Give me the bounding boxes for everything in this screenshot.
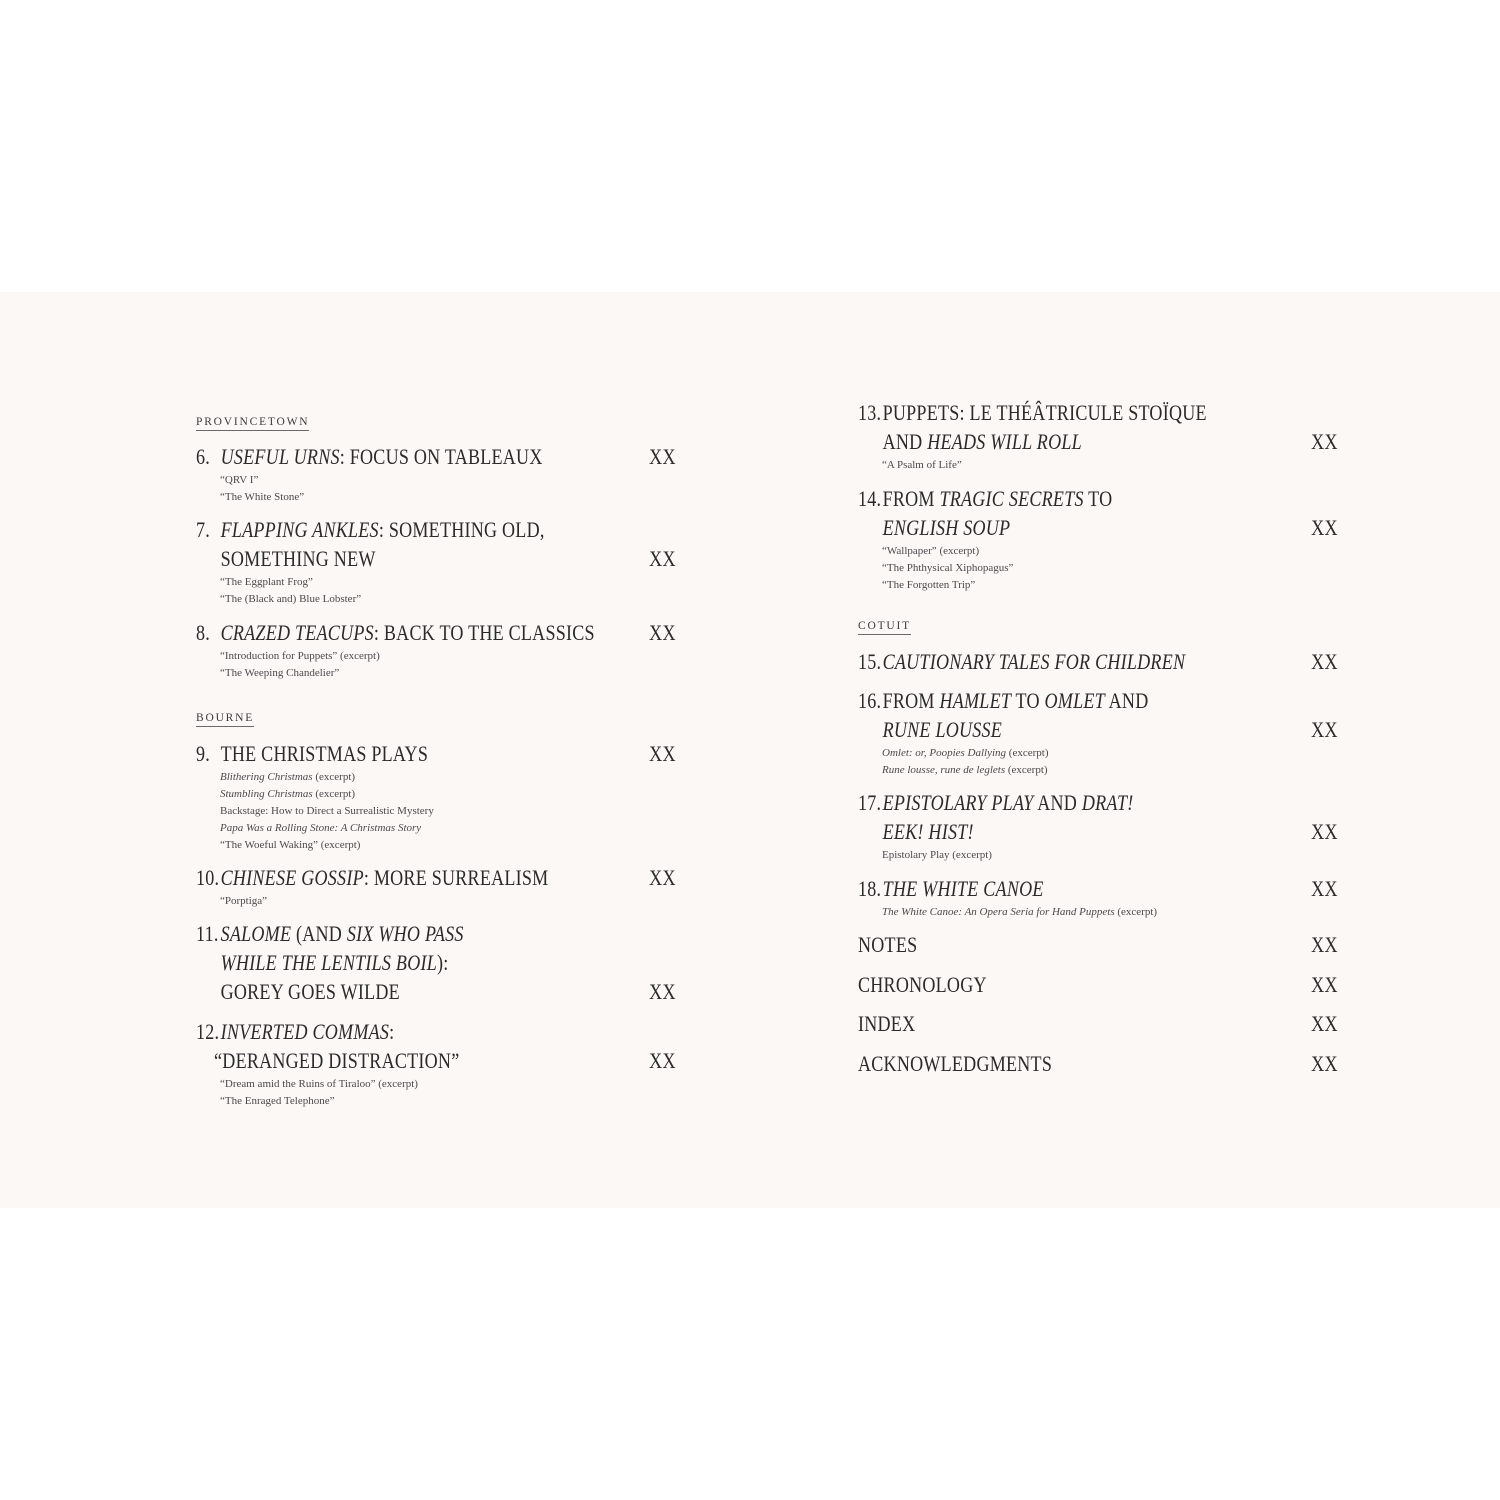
sub-item: The White Canoe: An Opera Seria for Hand Puppets (excerpt) — [882, 906, 1158, 918]
sub-item: Blithering Christmas (excerpt) — [220, 771, 356, 783]
entry-title-italic: OMLET — [1044, 688, 1105, 713]
page-number: XX — [1311, 932, 1338, 957]
entry-title-line — [858, 398, 1338, 427]
toc-entry-9[interactable] — [196, 739, 676, 854]
toc-entry-7[interactable] — [196, 515, 676, 608]
entry-title-line — [858, 715, 1338, 744]
entry-number: 13. — [858, 400, 882, 425]
entry-title-line — [196, 1017, 676, 1046]
entry-title-line — [196, 618, 676, 647]
entry-title-text: FROM — [882, 486, 940, 511]
entry-title-line — [196, 544, 676, 573]
sub-item: “The Forgotten Trip” — [882, 579, 976, 591]
toc-chronology[interactable] — [858, 970, 1338, 999]
entry-title-italic: TRAGIC SECRETS — [939, 486, 1084, 511]
entry-title-text: THE CHRISTMAS PLAYS — [220, 741, 429, 766]
entry-title-italic: THE WHITE CANOE — [882, 876, 1044, 901]
entry-number: 9. — [196, 741, 211, 766]
page-number: XX — [1311, 515, 1338, 540]
toc-entry-14[interactable] — [858, 484, 1338, 594]
entry-number: 18. — [858, 876, 882, 901]
entry-title-italic: HEADS WILL ROLL — [927, 429, 1082, 454]
entry-title-italic: SALOME — [220, 921, 292, 946]
book-spread — [0, 292, 1500, 1208]
entry-title-italic: CRAZED TEACUPS — [220, 620, 374, 645]
entry-title-text: FROM — [882, 688, 940, 713]
section-label-provincetown: PROVINCETOWN — [196, 415, 309, 431]
entry-title-italic: DRAT! — [1081, 790, 1134, 815]
entry-number: 16. — [858, 688, 882, 713]
sub-item: “Wallpaper” (excerpt) — [882, 545, 980, 557]
entry-title-italic: INVERTED COMMAS — [220, 1019, 390, 1044]
entry-title-line — [196, 442, 676, 471]
toc-entry-6[interactable] — [196, 442, 676, 506]
page-number: XX — [1311, 972, 1338, 997]
entry-number: 6. — [196, 444, 211, 469]
sub-item: “The Weeping Chandelier” — [220, 667, 340, 679]
entry-title-line — [196, 919, 676, 948]
entry-title-text: GOREY GOES WILDE — [220, 979, 400, 1004]
page-number: XX — [1311, 429, 1338, 454]
toc-acknowledgments[interactable] — [858, 1049, 1338, 1078]
entry-title-line — [196, 739, 676, 768]
entry-title-line — [196, 515, 676, 544]
back-matter-label: ACKNOWLEDGMENTS — [858, 1051, 1053, 1076]
entry-title-text: : FOCUS ON TABLEAUX — [339, 444, 543, 469]
entry-title-text: “DERANGED DISTRACTION” — [214, 1048, 460, 1073]
entry-title-text: (AND — [291, 921, 347, 946]
entry-title-line — [858, 874, 1338, 903]
back-matter-label: INDEX — [858, 1011, 916, 1036]
section-label-cotuit: COTUIT — [858, 619, 911, 635]
entry-title-italic: ENGLISH SOUP — [882, 515, 1011, 540]
sub-item: “The White Stone” — [220, 491, 305, 503]
page-number: XX — [649, 1048, 676, 1073]
toc-entry-11[interactable] — [196, 919, 676, 1006]
entry-title-italic: EPISTOLARY PLAY — [882, 790, 1034, 815]
page-number: XX — [649, 979, 676, 1004]
toc-index[interactable] — [858, 1009, 1338, 1038]
page-number: XX — [1311, 717, 1338, 742]
entry-title-text: : SOMETHING OLD, — [378, 517, 545, 542]
page-number: XX — [649, 444, 676, 469]
page-number: XX — [1311, 649, 1338, 674]
toc-entry-16[interactable] — [858, 686, 1338, 779]
sub-item: “Dream amid the Ruins of Tiraloo” (excerpt) — [220, 1078, 418, 1090]
entry-title-italic: CHINESE GOSSIP — [220, 865, 364, 890]
toc-entry-8[interactable] — [196, 618, 676, 682]
entry-title-italic: WHILE THE LENTILS BOIL — [220, 950, 438, 975]
page-number: XX — [1311, 1011, 1338, 1036]
sub-item: “The Woeful Waking” (excerpt) — [220, 839, 361, 851]
entry-title-italic: EEK! HIST! — [882, 819, 974, 844]
entry-title-line — [858, 817, 1338, 846]
sub-item: Papa Was a Rolling Stone: A Christmas Story — [220, 822, 422, 834]
entry-title-line — [858, 788, 1338, 817]
page-number: XX — [649, 865, 676, 890]
sub-item: Backstage: How to Direct a Surrealistic Mystery — [220, 805, 434, 817]
page-number: XX — [1311, 876, 1338, 901]
page-number: XX — [649, 620, 676, 645]
entry-title-line — [196, 977, 676, 1006]
page-number: XX — [1311, 1051, 1338, 1076]
toc-entry-12[interactable] — [196, 1017, 676, 1110]
entry-title-line — [196, 863, 676, 892]
entry-title-italic: USEFUL URNS — [220, 444, 340, 469]
entry-title-line — [196, 948, 676, 977]
entry-number: 14. — [858, 486, 882, 511]
sub-item: “QRV I” — [220, 474, 259, 486]
sub-item: “A Psalm of Life” — [882, 459, 962, 471]
page-number: XX — [649, 546, 676, 571]
toc-entry-18[interactable] — [858, 874, 1338, 921]
entry-title-italic: SIX WHO PASS — [346, 921, 464, 946]
sub-item: Omlet: or, Poopies Dallying (excerpt) — [882, 747, 1049, 759]
page-number: XX — [649, 741, 676, 766]
entry-title-line — [196, 1046, 676, 1075]
toc-entry-13[interactable] — [858, 398, 1338, 474]
entry-title-italic: HAMLET — [939, 688, 1012, 713]
toc-entry-17[interactable] — [858, 788, 1338, 864]
entry-title-text: AND — [1104, 688, 1149, 713]
sub-item: “Porptiga” — [220, 895, 268, 907]
entry-title-italic: RUNE LOUSSE — [882, 717, 1003, 742]
entry-title-text: ): — [437, 950, 449, 975]
entry-number: 8. — [196, 620, 211, 645]
section-label-bourne: BOURNE — [196, 711, 254, 727]
entry-title-text: : — [389, 1019, 395, 1044]
sub-item: Stumbling Christmas (excerpt) — [220, 788, 356, 800]
entry-title-text: TO — [1011, 688, 1045, 713]
entry-number: 15. — [858, 649, 882, 674]
sub-item: “The Eggplant Frog” — [220, 576, 313, 588]
sub-item: “The Phthysical Xiphopagus” — [882, 562, 1014, 574]
entry-title-italic: CAUTIONARY TALES FOR CHILDREN — [882, 649, 1186, 674]
toc-entry-15[interactable] — [858, 647, 1338, 676]
entry-number: 11. — [196, 921, 219, 946]
entry-number: 10. — [196, 865, 220, 890]
entry-title-line — [858, 686, 1338, 715]
entry-title-text: AND — [882, 429, 928, 454]
entry-title-line — [858, 513, 1338, 542]
sub-item: Epistolary Play (excerpt) — [882, 849, 992, 861]
entry-title-line — [858, 427, 1338, 456]
entry-title-text: AND — [1033, 790, 1082, 815]
entry-title-text: PUPPETS: LE THÉÂTRICULE STOÏQUE — [882, 400, 1207, 425]
entry-title-text: : MORE SURREALISM — [363, 865, 549, 890]
entry-number: 7. — [196, 517, 211, 542]
sub-item: “The Enraged Telephone” — [220, 1095, 335, 1107]
entry-title-text: : BACK TO THE CLASSICS — [373, 620, 595, 645]
entry-title-line — [858, 484, 1338, 513]
back-matter-label: NOTES — [858, 932, 918, 957]
entry-title-italic: FLAPPING ANKLES — [220, 517, 379, 542]
sub-item: Rune lousse, rune de leglets (excerpt) — [882, 764, 1048, 776]
sub-item: “The (Black and) Blue Lobster” — [220, 593, 362, 605]
entry-number: 12. — [196, 1019, 220, 1044]
page-number: XX — [1311, 819, 1338, 844]
sub-item: “Introduction for Puppets” (excerpt) — [220, 650, 380, 662]
entry-title-text: TO — [1083, 486, 1113, 511]
toc-notes[interactable] — [858, 930, 1338, 959]
entry-number: 17. — [858, 790, 882, 815]
toc-entry-10[interactable] — [196, 863, 676, 910]
entry-title-line — [858, 647, 1338, 676]
back-matter-label: CHRONOLOGY — [858, 972, 987, 997]
entry-title-text: SOMETHING NEW — [220, 546, 376, 571]
